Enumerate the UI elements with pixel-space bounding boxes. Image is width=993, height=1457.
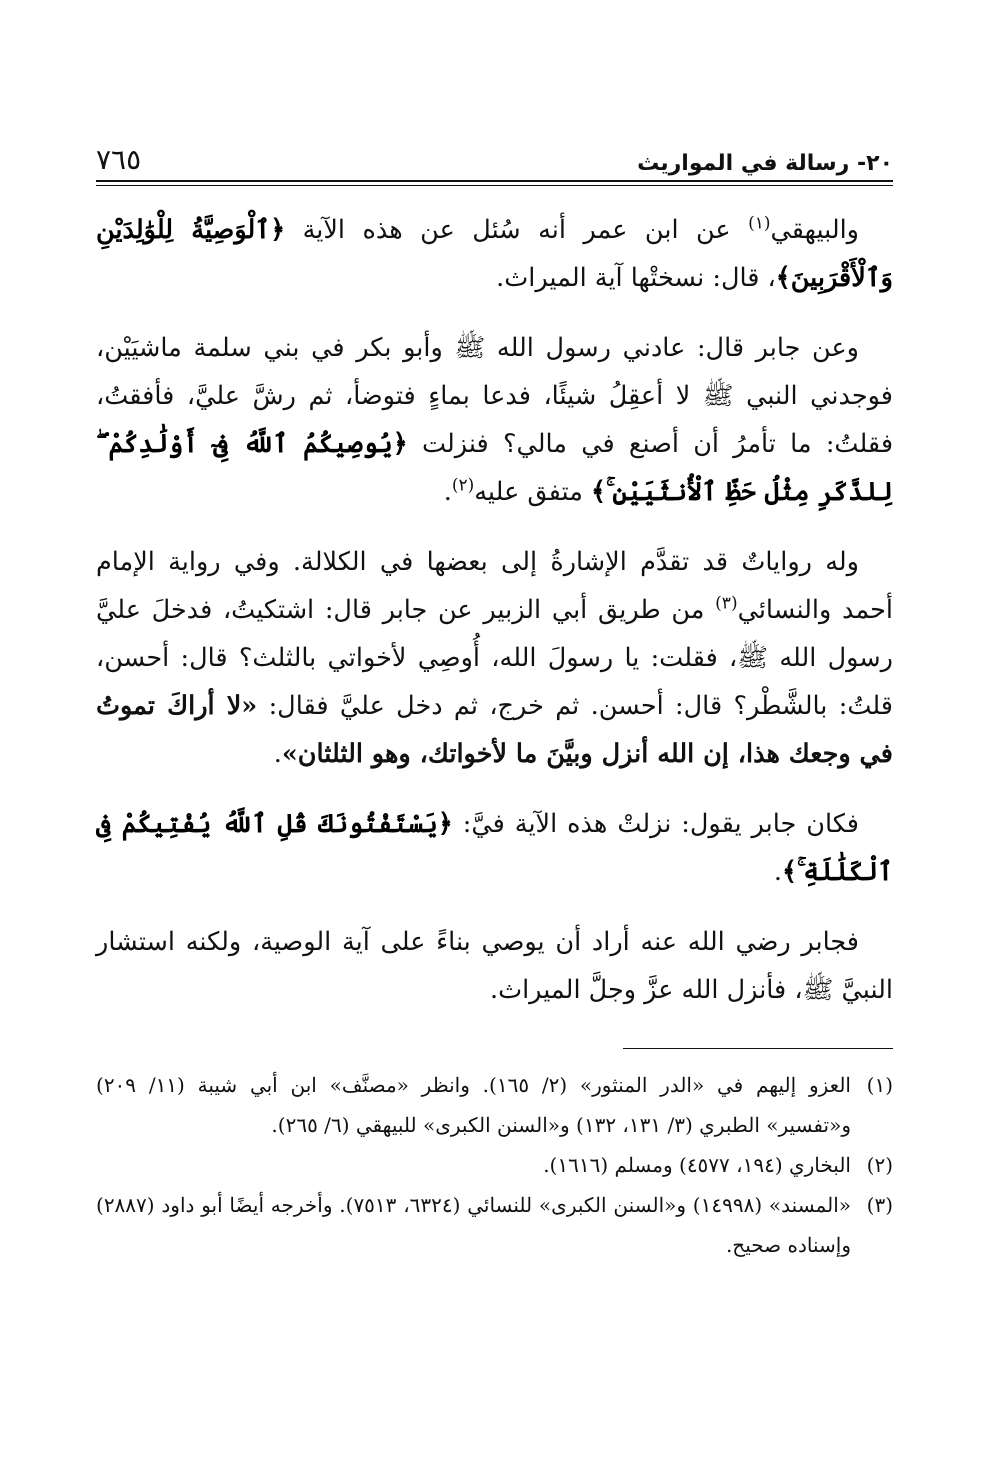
chapter-title: ٢٠- رسالة في المواريث	[637, 151, 893, 176]
footnote-1: (١) العزو إليهم في «الدر المنثور» (٢/ ١٦٥). وانظر «مصنَّف» ابن أبي شيبة (١١/ ٢٠٩) و«تفسير» الطبري (٣/ ١٣١، ١٣٢) و«السنن الكبرى» للبيهقي (٦/ ٢٦٥).	[96, 1073, 893, 1137]
running-header	[96, 138, 893, 176]
paragraph-1: والبيهقي$^{(١)}$ عن ابن عمر أنه سُئل عن هذه الآية ﴿ٱلْوَصِيَّةُ لِلْوَٰلِدَيْنِ وَٱلْأَقْرَبِينَ﴾، قال: نسختْها آية الميراث.	[96, 213, 893, 293]
book-page	[96, 138, 893, 1265]
footnote-separator	[623, 1048, 893, 1049]
paragraph-3: وله رواياتٌ قد تقدَّم الإشارةُ إلى بعضها في الكلالة. وفي رواية الإمام أحمد والنسائي$^{(٣)}$ من طريق أبي الزبير عن جابر قال: اشتكيتُ، فدخلَ عليَّ رسول الله ﷺ، فقلت: يا رسولَ الله، أُوصِي لأخواتي بالثلث؟ قال: أحسن، قلتُ: بالشَّطْر؟ قال: أحسن. ثم خرج، ثم دخل عليَّ فقال: «لا أراكَ تموتُ في وجعك هذا، إن الله أنزل وبيَّنَ ما لأخواتك، وهو الثلثان».	[96, 547, 893, 769]
page-number: ٧٦٥	[96, 143, 142, 176]
quran-verse: ﴿ٱلْوَصِيَّةُ لِلْوَٰلِدَيْنِ وَٱلْأَقْرَبِينَ﴾	[96, 215, 893, 293]
footnote-ref-3[interactable]: (٣)	[715, 593, 738, 614]
footnote-2: (٢) البخاري (١٩٤، ٤٥٧٧) ومسلم (١٦١٦).	[543, 1153, 893, 1177]
header-rule	[96, 180, 893, 186]
footnotes	[96, 1065, 893, 1265]
footnote-3: (٣) «المسند» (١٤٩٩٨) و«السنن الكبرى» للنسائي (٦٣٢٤، ٧٥١٣). وأخرجه أيضًا أبو داود (٢٨٨٧) وإسناده صحيح.	[96, 1193, 893, 1257]
paragraph-4: فكان جابر يقول: نزلتْ هذه الآية فيَّ: ﴿يَسْتَفْتُونَكَ قُلِ ٱللَّهُ يُفْتِيكُمْ فِى ٱلْكَلَٰلَةِ ۚ﴾.	[96, 809, 893, 887]
footnote-ref-2[interactable]: (٢)	[451, 475, 475, 496]
footnote-ref-1[interactable]: (١)	[748, 213, 771, 234]
paragraph-5: فجابر رضي الله عنه أراد أن يوصي بناءً على آية الوصية، ولكنه استشار النبيَّ ﷺ، فأنزل الله عزَّ وجلَّ الميراث.	[96, 927, 893, 1005]
paragraph-2: وعن جابر قال: عادني رسول الله ﷺ وأبو بكر في بني سلمة ماشيَيْن، فوجدني النبي ﷺ لا أعقِلُ شيئًا، فدعا بماءٍ فتوضأ، ثم رشَّ عليَّ، فأفقتُ، فقلتُ: ما تأمرُ أن أصنع في مالي؟ فنزلت ﴿يُوصِيكُمُ ٱللَّهُ فِىٓ أَوْلَٰدِكُمْ ۖ لِلذَّكَرِ مِثْلُ حَظِّ ٱلْأُنثَيَيْنِ ۚ﴾ متفق عليه$^{(٢)}$.	[96, 333, 894, 507]
main-text	[96, 206, 893, 1014]
hadith-quote: «لا أراكَ تموتُ في وجعك هذا، إن الله أنزل وبيَّنَ ما لأخواتك، وهو الثلثان»	[96, 691, 893, 769]
quran-verse: ﴿يَسْتَفْتُونَكَ قُلِ ٱللَّهُ يُفْتِيكُمْ فِى ٱلْكَلَٰلَةِ ۚ﴾	[96, 809, 893, 887]
quran-verse: ﴿يُوصِيكُمُ ٱللَّهُ فِىٓ أَوْلَٰدِكُمْ ۖ لِلذَّكَرِ مِثْلُ حَظِّ ٱلْأُنثَيَيْنِ ۚ﴾	[96, 429, 893, 507]
